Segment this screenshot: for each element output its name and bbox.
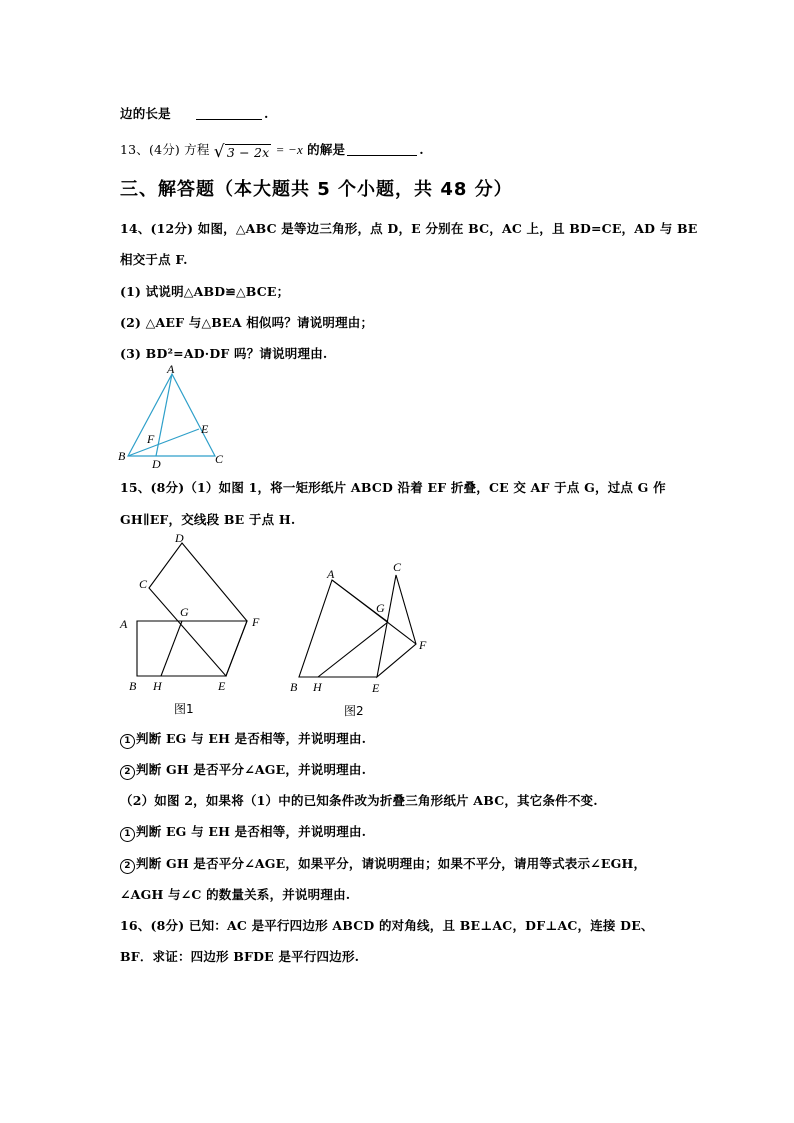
item-text: 判断 EG 与 EH 是否相等，并说明理由. — [136, 731, 367, 746]
figure-2-caption: 图2 — [344, 704, 364, 718]
label-h: H — [153, 679, 162, 693]
q15-line-1: 15、(8分)（1）如图 1，将一矩形纸片 ABCD 沿着 EF 折叠，CE 交 AF 于点 G，过点 G 作 — [120, 480, 666, 495]
period: . — [419, 142, 424, 157]
answer-blank — [347, 143, 417, 156]
label-f: F — [419, 638, 427, 652]
label-e: E — [218, 679, 226, 693]
q15-part-2: （2）如图 2，如果将（1）中的已知条件改为折叠三角形纸片 ABC，其它条件不变. — [120, 793, 598, 808]
label-b: B — [290, 680, 298, 694]
answer-blank — [196, 107, 262, 120]
q15-item-4-continued: ∠AGH 与∠C 的数量关系，并说明理由. — [120, 887, 351, 902]
q14-part-1: (1) 试说明△ABD≌△BCE； — [120, 284, 290, 299]
equation-rhs: = −x — [275, 142, 303, 157]
label-h: H — [313, 680, 322, 694]
q15-item-1 — [120, 729, 366, 749]
folded-flap — [149, 543, 247, 676]
q15-item-3 — [120, 822, 366, 842]
figure-1-rectangle-fold — [115, 528, 275, 698]
section-title: 三、解答题（本大题共 5 个小题，共 48 分） — [120, 179, 513, 200]
segment-ad — [156, 374, 172, 456]
label-d: D — [152, 457, 161, 470]
q15-line-2: GH∥EF，交线段 BE 于点 H. — [120, 512, 296, 527]
label-e: E — [372, 681, 380, 695]
label-g: G — [180, 605, 189, 619]
q14-line-1: 14、(12分) 如图，△ABC 是等边三角形，点 D，E 分别在 BC，AC 上，且 BD=CE，AD 与 BE — [120, 221, 698, 236]
label-f: F — [147, 432, 155, 446]
q14-line-2: 相交于点 F. — [120, 252, 188, 267]
label-d: D — [175, 531, 184, 545]
label-a: A — [120, 617, 128, 631]
sqrt-expression: √ 3 − 2x — [213, 142, 270, 162]
figure-q14-triangle — [115, 362, 235, 470]
q14-part-2: (2) △AEF 与△BEA 相似吗？请说明理由； — [120, 315, 374, 330]
circled-number: 2 — [120, 765, 135, 780]
rectangle-remaining — [137, 621, 247, 676]
segment-be — [128, 429, 199, 456]
label-a: A — [327, 567, 335, 581]
label-b: B — [129, 679, 137, 693]
label-b: B — [118, 449, 126, 463]
item-text: 判断 GH 是否平分∠AGE，并说明理由. — [136, 762, 367, 777]
q15-item-2 — [120, 760, 366, 780]
segment-af — [332, 580, 416, 644]
q12-continuation — [120, 104, 269, 122]
label-f: F — [252, 615, 260, 629]
label-g: G — [376, 601, 385, 615]
item-text: 判断 GH 是否平分∠AGE，如果平分，请说明理由；如果不平分，请用等式表示∠EGH， — [136, 856, 647, 871]
q14-part-3: (3) BD²=AD·DF 吗？请说明理由. — [120, 346, 328, 361]
q16-line-1: 16、(8分) 已知：AC 是平行四边形 ABCD 的对角线，且 BE⊥AC，DF⊥AC，连接 DE、 — [120, 918, 654, 933]
circled-number: 1 — [120, 734, 135, 749]
question-13 — [120, 140, 424, 161]
q13-suffix: 的解是 — [307, 142, 346, 157]
label-c: C — [215, 452, 224, 466]
label-a: A — [167, 362, 175, 376]
label-c: C — [393, 560, 402, 574]
triangle-abc — [128, 374, 215, 456]
q16-line-2: BF．求证：四边形 BFDE 是平行四边形. — [120, 949, 360, 964]
label-c: C — [139, 577, 148, 591]
segment-gh — [318, 622, 388, 677]
q15-item-4 — [120, 854, 646, 874]
circled-number: 2 — [120, 859, 135, 874]
radicand: 3 − 2x — [226, 145, 270, 160]
label-e: E — [201, 422, 209, 436]
segment-gh — [161, 621, 182, 676]
period: . — [263, 106, 269, 121]
q12-text: 边的长是 — [120, 106, 171, 121]
figure-1-caption: 图1 — [174, 702, 194, 716]
figure-2-triangle-fold — [285, 558, 445, 698]
triangle-remaining — [299, 580, 388, 677]
item-text: 判断 EG 与 EH 是否相等，并说明理由. — [136, 824, 367, 839]
q13-prefix: 13、(4分) 方程 — [120, 142, 210, 157]
circled-number: 1 — [120, 827, 135, 842]
